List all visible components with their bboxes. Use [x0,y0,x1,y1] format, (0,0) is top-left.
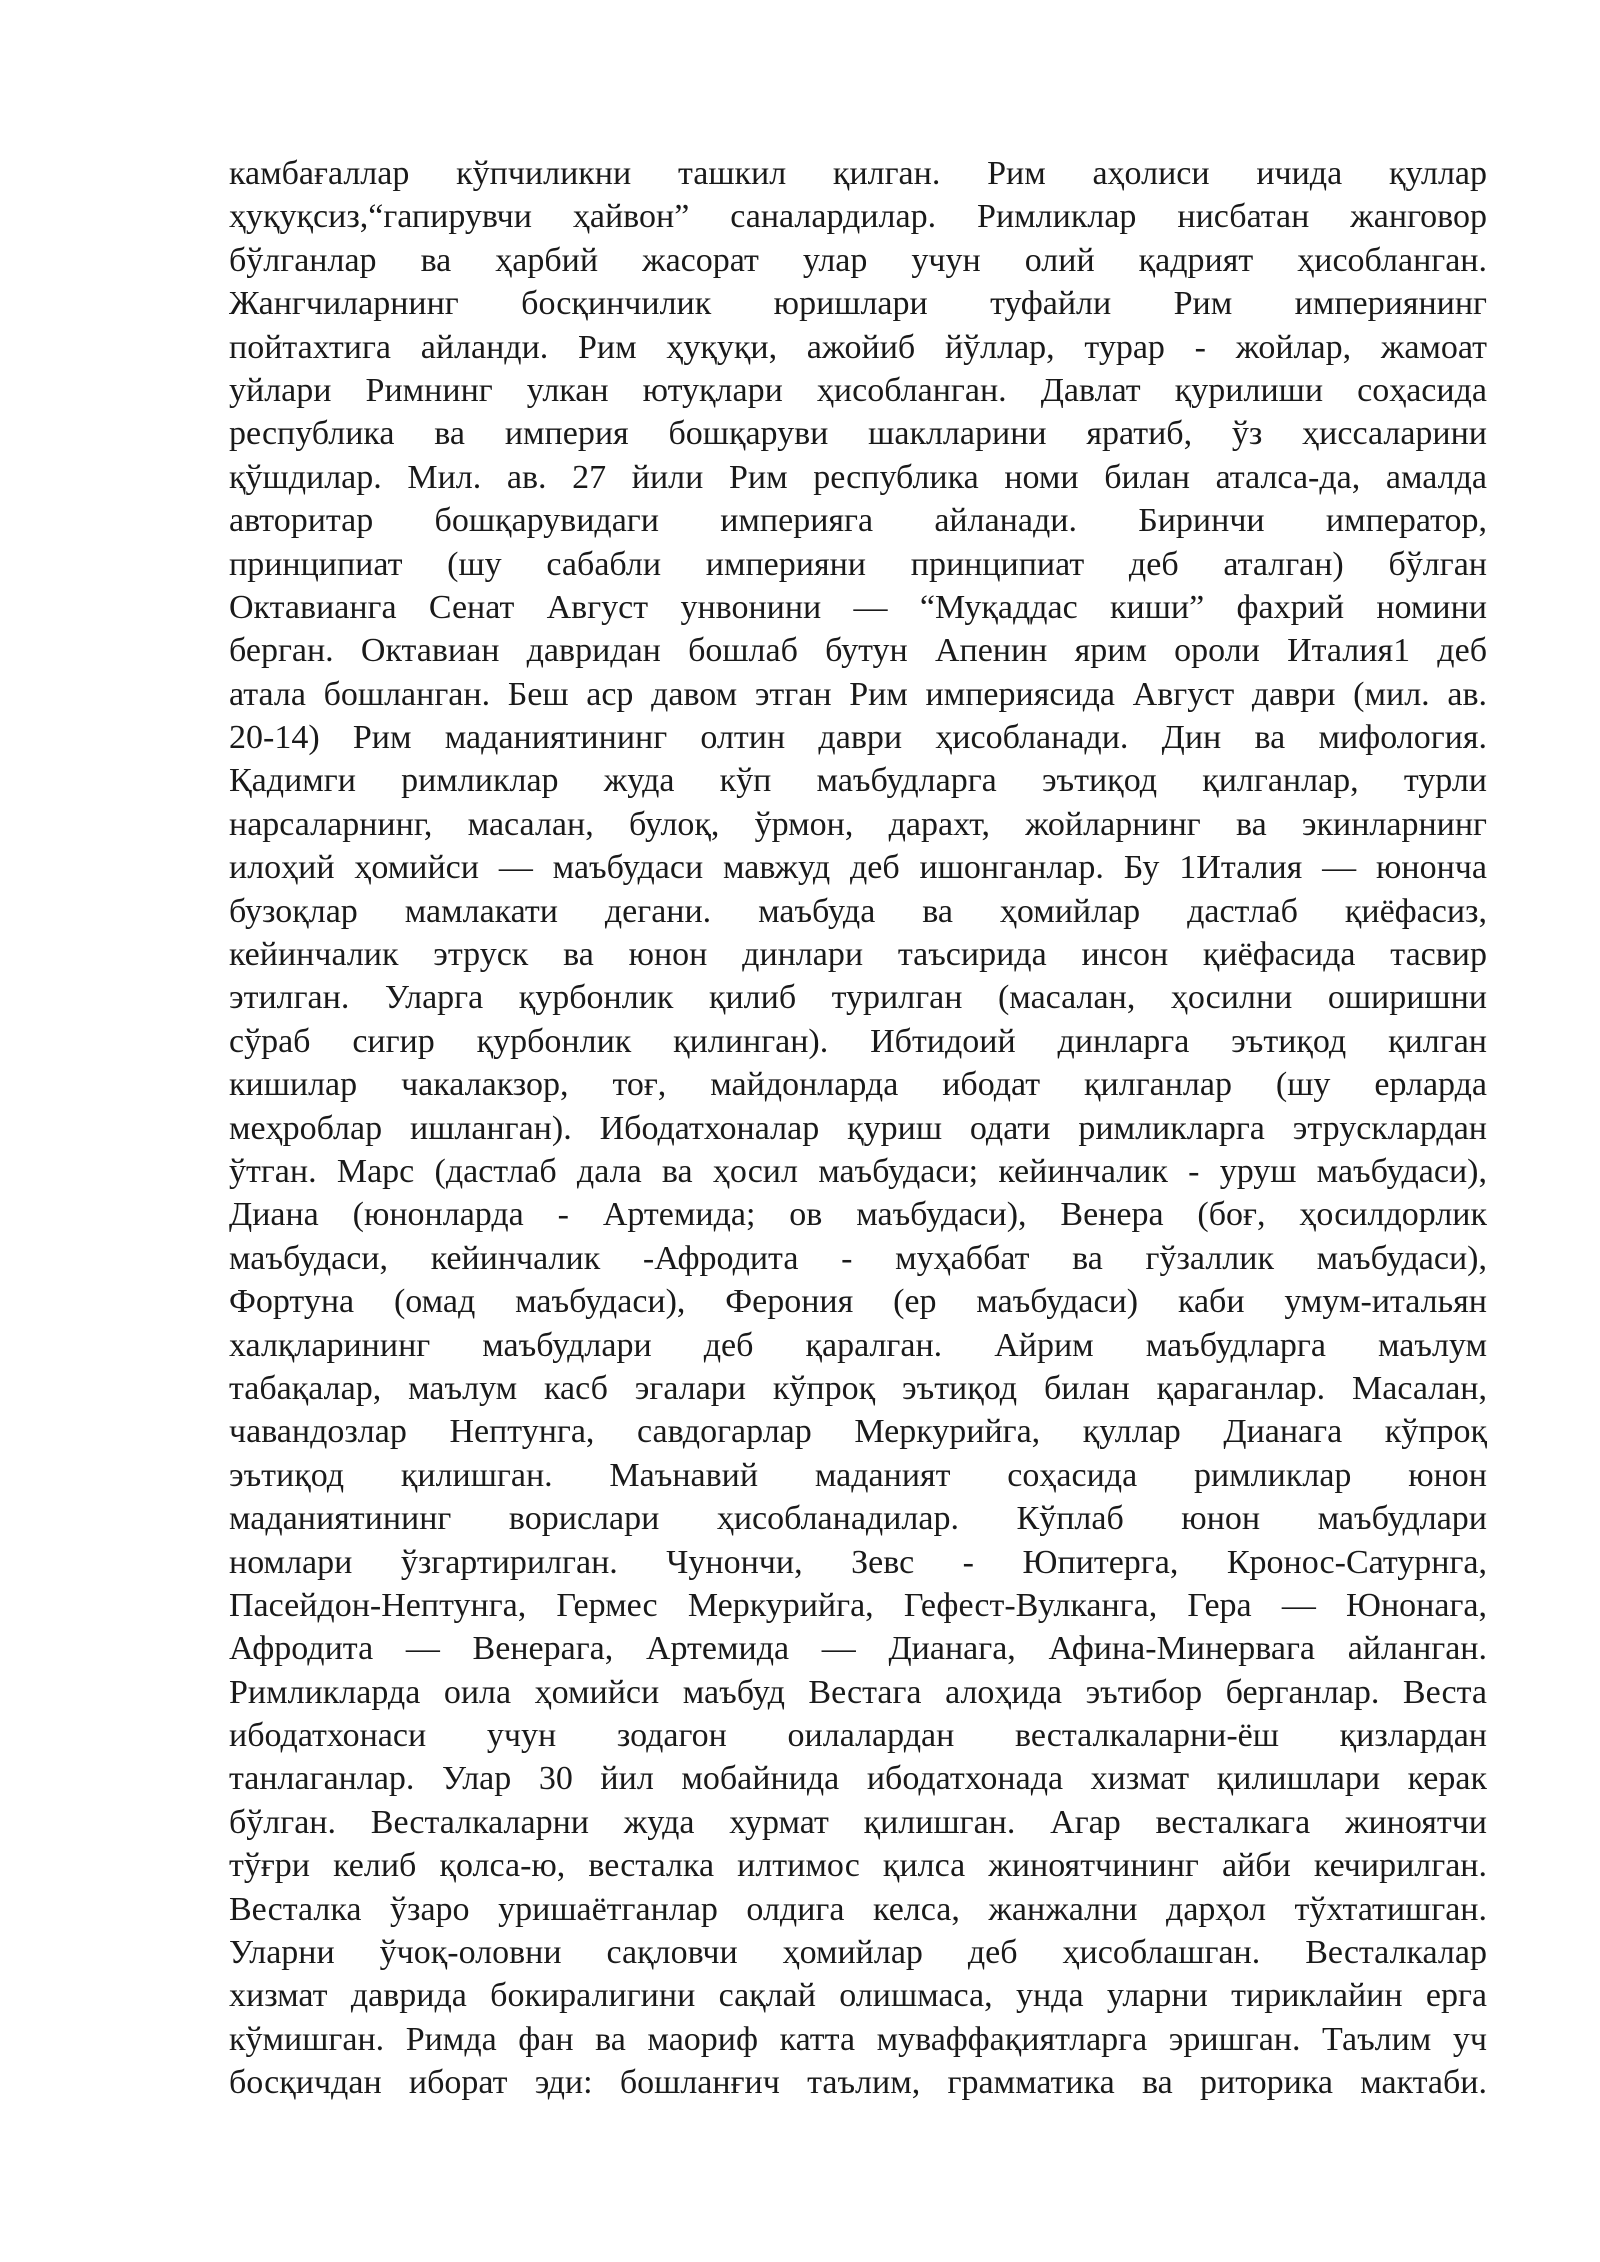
text-line: 20-14) Рим маданиятининг олтин даври ҳисобланади. Дин ва мифология. [229,719,1487,757]
text-line: республика ва империя бошқаруви шаклларини яратиб, ўз ҳиссаларини [229,415,1487,453]
text-line: ибодатхонаси учун зодагон оилалардан весталкаларни-ёш қизлардан [229,1717,1487,1755]
text-line: кишилар чакалакзор, тоғ, майдонларда ибодат қилганлар (шу ерларда [229,1066,1487,1104]
text-line: Римликларда оила ҳомийси маъбуд Вестага алоҳида эътибор берганлар. Веста [229,1673,1487,1711]
text-line: чавандозлар Нептунга, савдогарлар Меркурийга, қуллар Дианага кўпроқ [229,1413,1487,1451]
text-line: уйлари Римнинг улкан ютуқлари ҳисобланган. Давлат қурилиши соҳасида [229,371,1487,409]
text-line: Октавианга Сенат Август унвонини — “Муқаддас киши” фахрий номини [229,588,1487,626]
text-line: Фортуна (омад маъбудаси), Ферония (ер маъбудаси) каби умум-итальян [229,1283,1487,1321]
text-line: тўғри келиб қолса-ю, весталка илтимос қилса жиноятчининг айби кечирилган. [229,1847,1487,1885]
text-line: Қадимги римликлар жуда кўп маъбудларга эътиқод қилганлар, турли [229,762,1487,800]
text-line: маъбудаси, кейинчалик -Афродита - муҳаббат ва гўзаллик маъбудаси), [229,1239,1487,1277]
text-line: танлаганлар. Улар 30 йил мобайнида ибодатхонада хизмат қилишлари керак [229,1760,1487,1798]
text-line: Афродита — Венерага, Артемида — Дианага, Афина-Минервага айланган. [229,1630,1487,1668]
text-line: пойтахтига айланди. Рим ҳуқуқи, ажойиб йўллар, турар - жойлар, жамоат [229,328,1487,366]
text-line: бўлганлар ва ҳарбий жасорат улар учун олий қадрият ҳисобланган. [229,241,1487,279]
text-line: бузоқлар мамлакати дегани. маъбуда ва ҳомийлар дастлаб қиёфасиз, [229,892,1487,930]
text-line: меҳроблар ишланган). Ибодатхоналар қуриш одати римликларга этрусклардан [229,1109,1487,1147]
text-line: принципиат (шу сабабли империяни принципиат деб аталган) бўлган [229,545,1487,583]
text-line: ўтган. Марс (дастлаб дала ва ҳосил маъбудаси; кейинчалик - уруш маъбудаси), [229,1152,1487,1190]
text-line: авторитар бошқарувидаги империяга айланади. Биринчи император, [229,502,1487,540]
text-line: бўлган. Весталкаларни жуда хурмат қилишган. Агар весталкага жиноятчи [229,1803,1487,1841]
text-line: табақалар, маълум касб эгалари кўпроқ эътиқод билан қараганлар. Масалан, [229,1369,1487,1407]
text-line: атала бошланган. Беш аср давом этган Рим империясида Август даври (мил. ав. [229,675,1487,713]
text-line: Жангчиларнинг босқинчилик юришлари туфайли Рим империянинг [229,285,1487,323]
text-line: номлари ўзгартирилган. Чунончи, Зевс - Юпитерга, Кронос-Сатурнга, [229,1543,1487,1581]
text-line: нарсаларнинг, масалан, булоқ, ўрмон, дарахт, жойларнинг ва экинларнинг [229,805,1487,843]
text-line: босқичдан иборат эди: бошланғич таълим, грамматика ва риторика мактаби. [229,2064,1487,2102]
text-line: хизмат даврида бокиралигини сақлай олишмаса, унда уларни тириклайин ерга [229,1977,1487,2015]
body-text [229,152,1487,2105]
text-line: берган. Октавиан давридан бошлаб бутун Апенин ярим ороли Италия1 деб [229,632,1487,670]
text-line: этилган. Уларга қурбонлик қилиб турилган (масалан, ҳосилни оширишни [229,979,1487,1017]
text-line: кейинчалик этруск ва юнон динлари таъсирида инсон қиёфасида тасвир [229,936,1487,974]
text-line: қўшдилар. Мил. ав. 27 йили Рим республика номи билан аталса-да, амалда [229,458,1487,496]
text-line: Весталка ўзаро уришаётганлар олдига келса, жанжални дарҳол тўхтатишган. [229,1890,1487,1928]
text-line: маданиятининг ворислари ҳисобланадилар. Кўплаб юнон маъбудлари [229,1500,1487,1538]
text-line: Уларни ўчоқ-оловни сақловчи ҳомийлар деб ҳисоблашган. Весталкалар [229,1934,1487,1972]
text-line: Пасейдон-Нептунга, Гермес Меркурийга, Гефест-Вулканга, Гера — Юнонага, [229,1586,1487,1624]
text-line: камбағаллар кўпчиликни ташкил қилган. Рим аҳолиси ичида қуллар [229,155,1487,192]
text-line: сўраб сигир қурбонлик қилинган). Ибтидоий динларга эътиқод қилган [229,1022,1487,1060]
text-line: ҳуқуқсиз,“гапирувчи ҳайвон” саналардилар. Римликлар нисбатан жанговор [229,198,1487,236]
text-line: илоҳий ҳомийси — маъбудаси мавжуд деб ишонганлар. Бу 1Италия — юнонча [229,849,1487,887]
text-line: Диана (юнонларда - Артемида; ов маъбудаси), Венера (боғ, ҳосилдорлик [229,1196,1487,1234]
text-line: кўмишган. Римда фан ва маориф катта муваффақиятларга эришган. Таълим уч [229,2020,1487,2058]
text-line: халқларининг маъбудлари деб қаралган. Айрим маъбудларга маълум [229,1326,1487,1364]
text-line: эътиқод қилишган. Маънавий маданият соҳасида римликлар юнон [229,1456,1487,1494]
